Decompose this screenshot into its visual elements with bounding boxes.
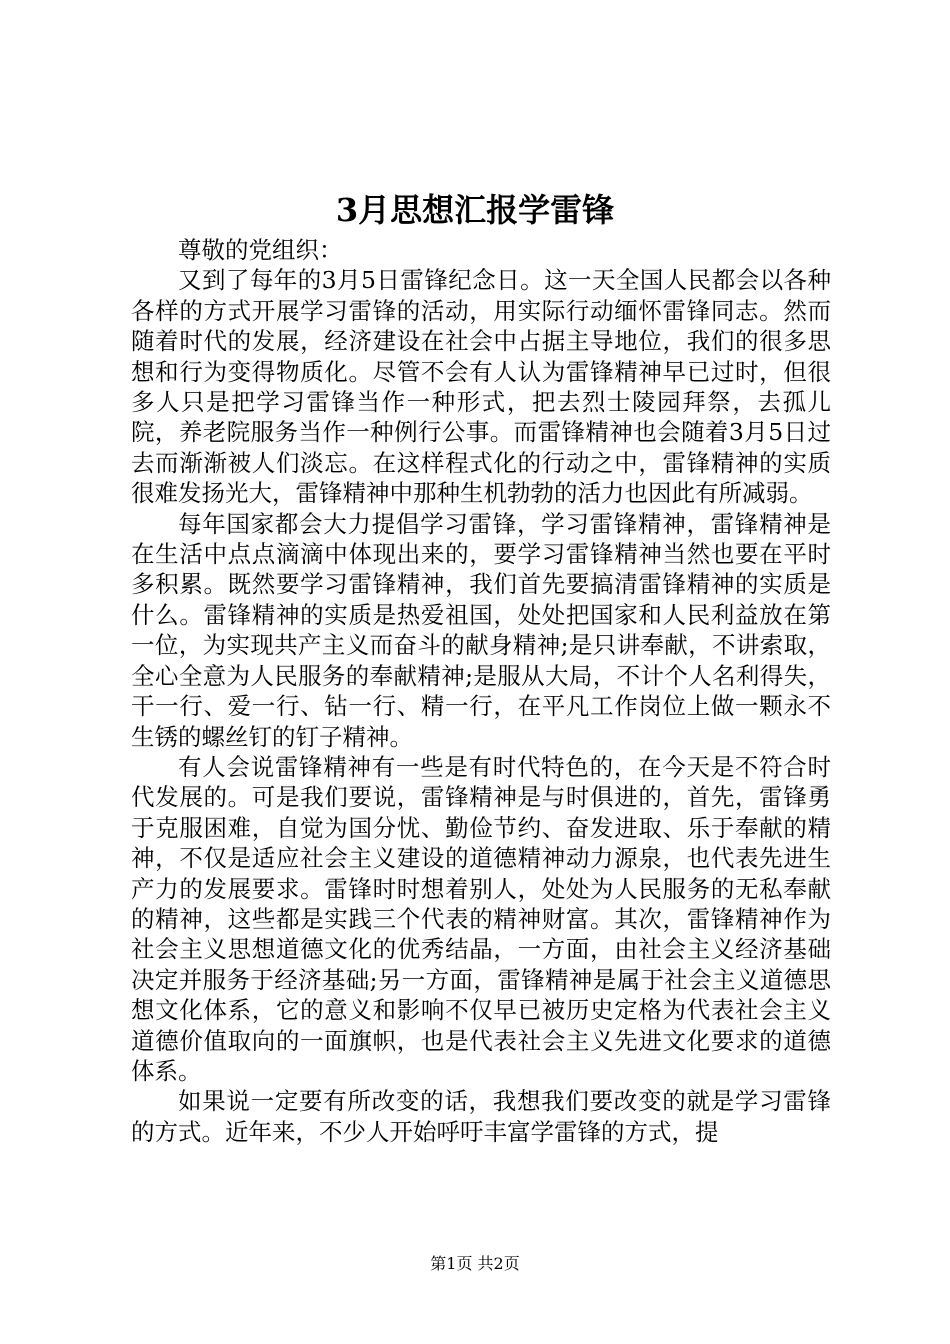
paragraph: 有人会说雷锋精神有一些是有时代特色的，在今天是不符合时代发展的。可是我们要说，雷锋精神是与时俱进的，首先，雷锋勇于克服困难，自觉为国分忧、勤俭节约、奋发进取、乐于奉献的精神，不仅是适应社会主义建设的道德精神动力源泉，也代表先进生产力的发展要求。雷锋时时想着别人，处处为人民服务的无私奉献的精神，这些都是实践三个代表的精神财富。其次，雷锋精神作为社会主义思想道德文化的优秀结晶，一方面，由社会主义经济基础决定并服务于经济基础;另一方面，雷锋精神是属于社会主义道德思想文化体系，它的意义和影响不仅早已被历史定格为代表社会主义道德价值取向的一面旗帜，也是代表社会主义先进文化要求的道德体系。 [131,752,831,1085]
paragraph: 每年国家都会大力提倡学习雷锋，学习雷锋精神，雷锋精神是在生活中点点滴滴中体现出来的，要学习雷锋精神当然也要在平时多积累。既然要学习雷锋精神，我们首先要搞清雷锋精神的实质是什么。雷锋精神的实质是热爱祖国，处处把国家和人民利益放在第一位，为实现共产主义而奋斗的献身精神;是只讲奉献，不讲索取，全心全意为人民服务的奉献精神;是服从大局，不计个人名利得失，干一行、爱一行、钻一行、精一行，在平凡工作岗位上做一颗永不生锈的螺丝钉的钉子精神。 [131,509,831,751]
salutation: 尊敬的党组织： [178,236,343,264]
document-title: 3月思想汇报学雷锋 [335,191,615,229]
page-number-footer: 第1页 共2页 [430,1254,520,1273]
document-body [131,235,831,1185]
paragraph: 如果说一定要有所改变的话，我想我们要改变的就是学习雷锋的方式。近年来，不少人开始呼吁丰富学雷锋的方式，提 [131,1087,831,1146]
paragraph: 又到了每年的3月5日雷锋纪念日。这一天全国人民都会以各种各样的方式开展学习雷锋的活动，用实际行动缅怀雷锋同志。然而随着时代的发展，经济建设在社会中占据主导地位，我们的很多思想和行为变得物质化。尽管不会有人认为雷锋精神早已过时，但很多人只是把学习雷锋当作一种形式，把去烈士陵园拜祭，去孤儿院，养老院服务当作一种例行公事。而雷锋精神也会随着3月5日过去而渐渐被人们淡忘。在这样程式化的行动之中，雷锋精神的实质很难发扬光大，雷锋精神中那种生机勃勃的活力也因此有所减弱。 [131,266,831,508]
